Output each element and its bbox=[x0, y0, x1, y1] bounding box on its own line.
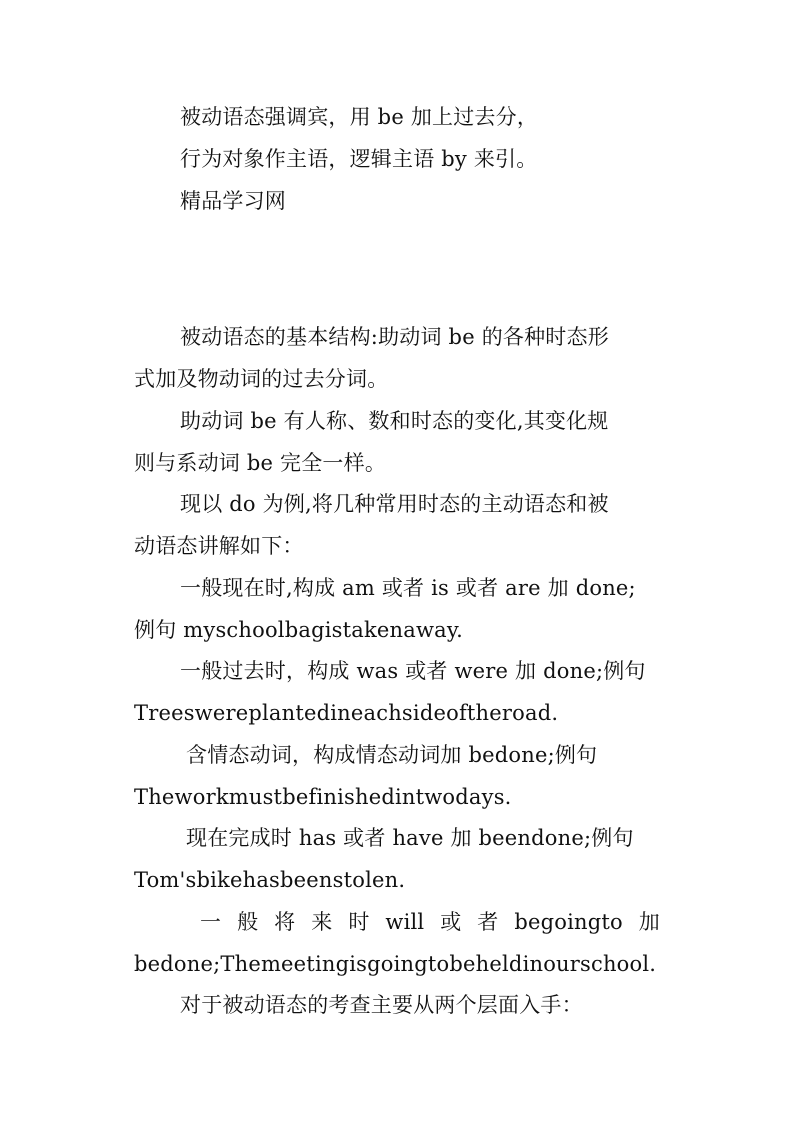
para8-line-2: bedone;Themeetingisgoingtobeheldinourschool. bbox=[134, 952, 657, 976]
para8-line-1 bbox=[134, 909, 660, 935]
para8-word: begoingto bbox=[514, 910, 623, 934]
para8-word: 将 bbox=[274, 910, 296, 934]
para2-line-1: 助动词 be 有人称、数和时态的变化,其变化规 bbox=[180, 409, 609, 433]
para8-word: 加 bbox=[638, 910, 660, 934]
intro-line-2: 行为对象作主语，逻辑主语 by 来引。 bbox=[180, 147, 538, 171]
intro-line-1: 被动语态强调宾，用 be 加上过去分， bbox=[180, 105, 539, 129]
para9-line-1: 对于被动语态的考查主要从两个层面入手： bbox=[180, 993, 583, 1017]
para4-line-2: 例句 myschoolbagistakenaway. bbox=[134, 618, 464, 642]
para3-line-2: 动语态讲解如下： bbox=[134, 534, 304, 558]
para1-line-1: 被动语态的基本结构:助动词 be 的各种时态形 bbox=[180, 325, 609, 349]
para8-word: 来 bbox=[311, 910, 333, 934]
para7-line-2: Tom'sbikehasbeenstolen. bbox=[134, 868, 406, 892]
para7-line-1: 现在完成时 has 或者 have 加 beendone;例句 bbox=[186, 826, 634, 850]
intro-line-3: 精品学习网 bbox=[180, 189, 286, 213]
para5-line-1: 一般过去时，构成 was 或者 were 加 done;例句 bbox=[180, 659, 646, 683]
para2-line-2: 则与系动词 be 完全一样。 bbox=[134, 451, 387, 475]
para4-line-1: 一般现在时,构成 am 或者 is 或者 are 加 done; bbox=[180, 576, 636, 600]
para8-word: 一 bbox=[200, 910, 222, 934]
para6-line-1: 含情态动词，构成情态动词加 bedone;例句 bbox=[186, 743, 598, 767]
para6-line-2: Theworkmustbefinishedintwodays. bbox=[134, 785, 512, 809]
para3-line-1: 现以 do 为例,将几种常用时态的主动语态和被 bbox=[180, 492, 609, 516]
para8-word: will bbox=[385, 910, 425, 934]
para5-line-2: Treeswereplantedineachsideoftheroad. bbox=[134, 701, 559, 725]
para8-word: 般 bbox=[237, 910, 259, 934]
para8-word: 或 bbox=[440, 910, 462, 934]
para8-word: 者 bbox=[477, 910, 499, 934]
para8-word: 时 bbox=[348, 910, 370, 934]
para1-line-2: 式加及物动词的过去分词。 bbox=[134, 367, 389, 391]
